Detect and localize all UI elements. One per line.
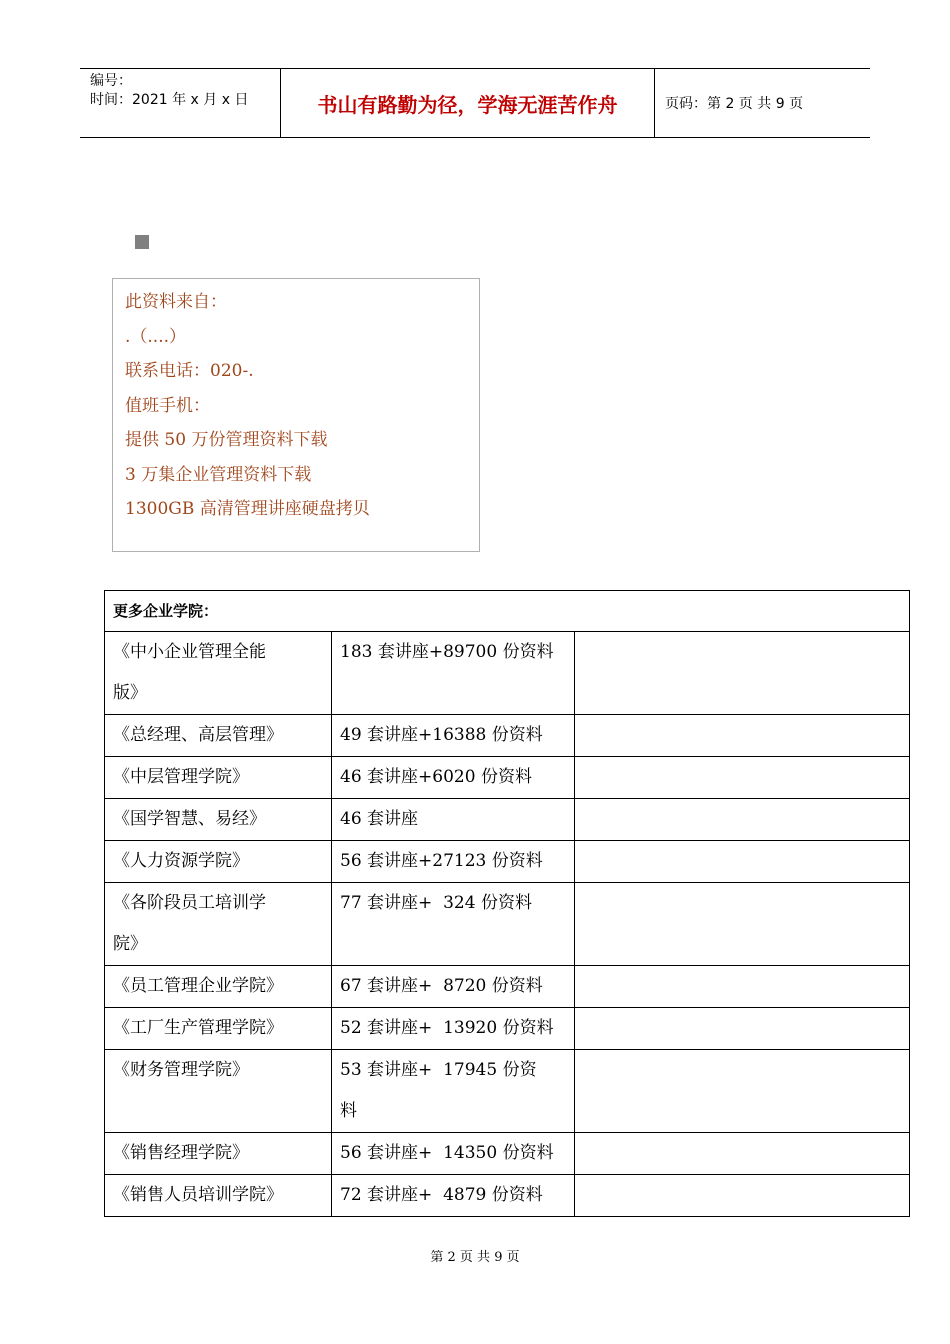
academy-content-cell <box>332 966 575 1008</box>
academy-name-cell <box>105 966 332 1008</box>
academy-name-cell <box>105 1175 332 1217</box>
table-row <box>105 1008 910 1050</box>
empty-cell <box>575 966 910 1008</box>
header-page-label: 页码：第 2 页 共 9 页 <box>665 96 804 112</box>
source-line: 值班手机： <box>125 395 210 416</box>
source-line: 1300GB 高清管理讲座硬盘拷贝 <box>125 499 370 519</box>
table-row <box>105 966 910 1008</box>
academy-name: 《销售经理学院》 <box>113 1143 249 1163</box>
academy-content-cont: 料 <box>340 1101 357 1121</box>
academy-content: 77 套讲座+ 324 份资料 <box>340 893 532 913</box>
academy-table <box>104 590 910 1217</box>
empty-cell <box>575 715 910 757</box>
academy-name: 《中层管理学院》 <box>113 767 249 787</box>
source-info-box <box>112 278 480 552</box>
academy-name: 《中小企业管理全能 <box>113 642 266 662</box>
table-header-row <box>105 591 910 632</box>
academy-content: 67 套讲座+ 8720 份资料 <box>340 976 543 996</box>
table-row <box>105 757 910 799</box>
academy-name-cell <box>105 1008 332 1050</box>
academy-content: 183 套讲座+89700 份资料 <box>340 642 554 662</box>
number-label: 编号： <box>90 73 132 89</box>
table-row <box>105 841 910 883</box>
academy-content: 49 套讲座+16388 份资料 <box>340 725 543 745</box>
academy-content: 46 套讲座 <box>340 809 419 829</box>
empty-cell <box>575 632 910 715</box>
header-meta-cell <box>80 69 281 137</box>
header-motto: 书山有路勤为径，学海无涯苦作舟 <box>281 69 655 137</box>
source-line: 3 万集企业管理资料下载 <box>125 464 312 485</box>
source-line: 联系电话：020-. <box>125 361 254 381</box>
square-bullet-icon <box>135 235 149 249</box>
source-line: .（....） <box>125 326 187 347</box>
empty-cell <box>575 1008 910 1050</box>
academy-name: 《销售人员培训学院》 <box>113 1185 283 1205</box>
academy-content-cell <box>332 1050 575 1133</box>
academy-name: 《人力资源学院》 <box>113 851 249 871</box>
academy-content-cell <box>332 1008 575 1050</box>
academy-name-cell <box>105 715 332 757</box>
academy-content-cell <box>332 799 575 841</box>
academy-content-cell <box>332 1133 575 1175</box>
date-label: 时间：2021 年 x 月 x 日 <box>90 92 249 108</box>
empty-cell <box>575 841 910 883</box>
academy-content: 53 套讲座+ 17945 份资 <box>340 1060 537 1080</box>
table-row <box>105 1050 910 1133</box>
academy-content-cell <box>332 841 575 883</box>
academy-name: 《国学智慧、易经》 <box>113 809 266 829</box>
academy-name-cont: 院》 <box>113 934 147 954</box>
page-footer: 第 2 页 共 9 页 <box>430 1250 520 1265</box>
academy-name-cont: 版》 <box>113 683 147 703</box>
empty-cell <box>575 799 910 841</box>
academy-name: 《员工管理企业学院》 <box>113 976 283 996</box>
academy-content: 72 套讲座+ 4879 份资料 <box>340 1185 543 1205</box>
academy-content-cell <box>332 715 575 757</box>
empty-cell <box>575 757 910 799</box>
table-row <box>105 1175 910 1217</box>
academy-name-cell <box>105 757 332 799</box>
academy-content-cell <box>332 1175 575 1217</box>
source-line: 提供 50 万份管理资料下载 <box>125 430 328 450</box>
academy-content-cell <box>332 632 575 715</box>
empty-cell <box>575 883 910 966</box>
academy-content-cell <box>332 883 575 966</box>
page-header <box>80 68 870 138</box>
academy-name: 《总经理、高层管理》 <box>113 725 283 745</box>
academy-content: 52 套讲座+ 13920 份资料 <box>340 1018 554 1038</box>
table-header: 更多企业学院： <box>105 591 910 632</box>
academy-name-cell <box>105 632 332 715</box>
academy-content: 56 套讲座+27123 份资料 <box>340 851 543 871</box>
source-line: 此资料来自： <box>125 292 227 312</box>
academy-name-cell <box>105 1050 332 1133</box>
academy-name-cell <box>105 799 332 841</box>
empty-cell <box>575 1050 910 1133</box>
academy-content: 56 套讲座+ 14350 份资料 <box>340 1143 554 1163</box>
academy-name-cell <box>105 883 332 966</box>
academy-content: 46 套讲座+6020 份资料 <box>340 767 532 787</box>
academy-name-cell <box>105 1133 332 1175</box>
table-row <box>105 799 910 841</box>
academy-name-cell <box>105 841 332 883</box>
academy-content-cell <box>332 757 575 799</box>
academy-name: 《工厂生产管理学院》 <box>113 1018 283 1038</box>
empty-cell <box>575 1133 910 1175</box>
table-row <box>105 883 910 966</box>
academy-name: 《各阶段员工培训学 <box>113 893 266 913</box>
academy-name: 《财务管理学院》 <box>113 1060 249 1080</box>
empty-cell <box>575 1175 910 1217</box>
table-row <box>105 1133 910 1175</box>
table-row <box>105 715 910 757</box>
table-row <box>105 632 910 715</box>
